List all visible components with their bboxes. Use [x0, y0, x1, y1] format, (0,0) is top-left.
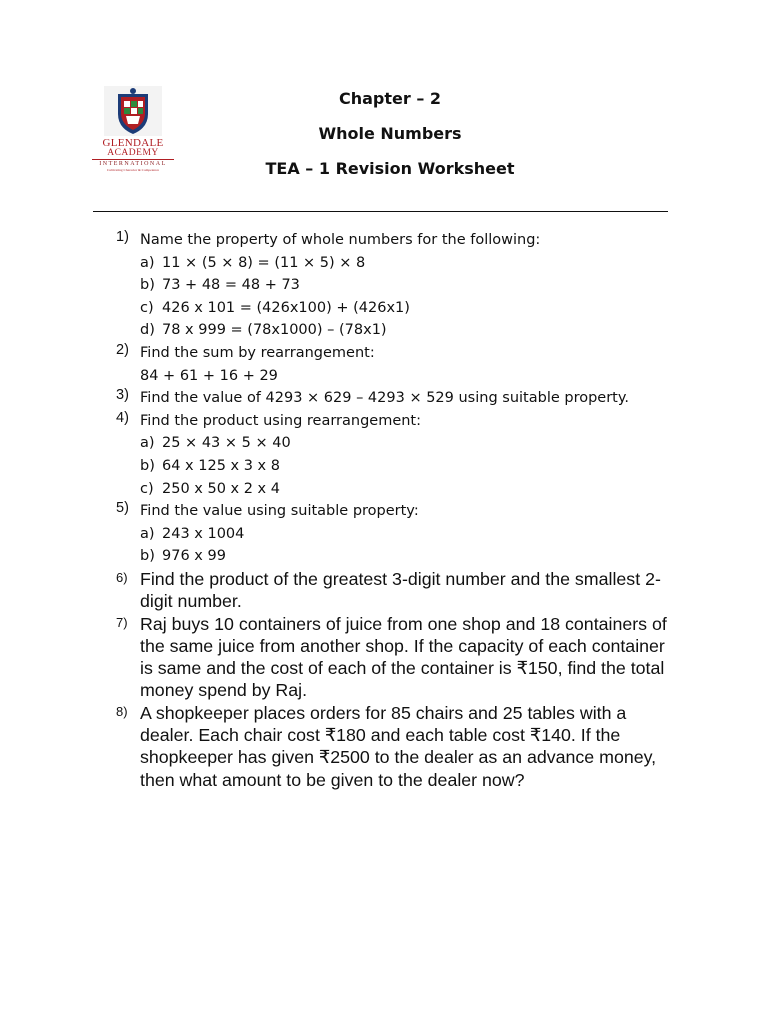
part-label: c) — [140, 299, 154, 316]
header-divider — [93, 211, 668, 212]
question-2-expression: 84 + 61 + 16 + 29 — [140, 367, 278, 384]
logo-tagline: Cultivating Character & Competence — [106, 168, 160, 172]
question-2 — [0, 342, 768, 365]
question-list — [0, 229, 768, 791]
question-1-part-b — [140, 274, 768, 297]
question-7 — [0, 613, 768, 702]
question-1 — [0, 229, 768, 252]
question-number: 2) — [116, 341, 129, 358]
question-5-part-a — [140, 523, 768, 546]
worksheet-title: TEA – 1 Revision Worksheet — [265, 159, 515, 178]
question-text: Name the property of whole numbers for the following: — [140, 232, 541, 248]
part-text: 976 x 99 — [162, 548, 226, 565]
question-number: 5) — [116, 500, 129, 517]
part-label: a) — [140, 254, 155, 271]
part-label: a) — [140, 525, 155, 542]
question-number: 8) — [116, 703, 128, 719]
question-text: Raj buys 10 containers of juice from one shop and 18 containers of the same juice from another shop. If the capacity of each container is same and the cost of each of the container is ₹150, find the total money spend by Raj. — [140, 613, 667, 701]
question-text: Find the value of 4293 × 629 – 4293 × 529 using suitable property. — [140, 390, 629, 407]
question-number: 3) — [116, 387, 129, 404]
chapter-title: Chapter – 2 — [338, 89, 442, 108]
question-number: 1) — [116, 229, 129, 245]
part-label: c) — [140, 480, 154, 497]
part-text: 64 x 125 x 3 x 8 — [162, 457, 280, 474]
question-4 — [0, 410, 768, 433]
question-text: Find the value using suitable property: — [140, 503, 419, 520]
question-number: 4) — [116, 409, 129, 426]
part-text: 73 + 48 = 48 + 73 — [162, 277, 300, 294]
part-label: a) — [140, 435, 155, 452]
topic-title: Whole Numbers — [318, 124, 462, 143]
part-text: 250 x 50 x 2 x 4 — [162, 480, 280, 497]
part-label: b) — [140, 548, 155, 565]
question-3 — [0, 387, 768, 410]
question-text: Find the product of the greatest 3-digit number and the smallest 2-digit number. — [140, 568, 661, 612]
part-text: 25 × 43 × 5 × 40 — [162, 435, 291, 452]
part-text: 426 x 101 = (426x100) + (426x1) — [162, 299, 410, 316]
logo-text — [92, 138, 174, 173]
question-1-part-d — [140, 319, 768, 342]
question-4-part-a — [140, 432, 768, 455]
question-5 — [0, 500, 768, 523]
question-1-part-a — [140, 252, 768, 275]
logo-line-3: INTERNATIONAL — [92, 159, 174, 168]
question-number: 7) — [116, 614, 128, 630]
logo-line-2: ACADEMY — [107, 148, 159, 158]
part-label: b) — [140, 277, 155, 294]
question-number: 6) — [116, 569, 128, 585]
school-logo — [92, 86, 174, 172]
question-8 — [0, 702, 768, 791]
part-label: d) — [140, 322, 155, 339]
question-text: Find the product using rearrangement: — [140, 412, 422, 429]
question-4-part-b — [140, 455, 768, 478]
part-text: 78 x 999 = (78x1000) – (78x1) — [162, 322, 387, 339]
question-text: Find the sum by rearrangement: — [140, 344, 375, 361]
part-label: b) — [140, 457, 155, 474]
part-text: 11 × (5 × 8) = (11 × 5) × 8 — [162, 254, 366, 271]
question-4-part-c — [140, 478, 768, 501]
logo-line-1: GLENDALE — [102, 137, 164, 149]
question-1-part-c — [140, 297, 768, 320]
part-text: 243 x 1004 — [162, 525, 245, 542]
question-text: A shopkeeper places orders for 85 chairs and 25 tables with a dealer. Each chair cost ₹180 and each table cost ₹140. If the shopkeeper has given ₹2500 to the dealer as an advance money, then what amount to be given to the dealer now? — [140, 702, 657, 790]
question-5-part-b — [140, 545, 768, 568]
question-6 — [0, 568, 768, 613]
crest-icon — [104, 86, 162, 136]
